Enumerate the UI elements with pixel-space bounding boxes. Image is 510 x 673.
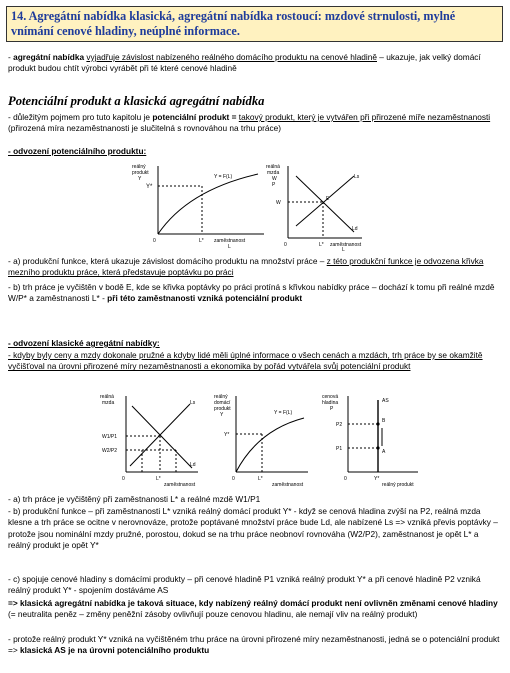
section2-pe (8, 634, 502, 657)
intro-underlined: vyjadřuje závislost nabízeného reálného domácího produktu na cenové hladině (86, 52, 377, 62)
s1p1-e: (přirozená míra nezaměstnanosti je slučitelná s rovnováhou na trhu práce) (8, 123, 282, 134)
gA-lstar: L* (156, 476, 161, 482)
s1p1-b: potenciální produkt (152, 112, 230, 122)
section2-pc: - c) spojuje cenové hladiny s domácími produkty – při cenové hladině P1 vzniká reálný produkt Y* a při cenové hladině P2 vzniká reálný produkt Y* - spojením dostáváme AS (8, 574, 481, 596)
gC-a: A (382, 449, 386, 455)
s2p1-text: - kdyby byly ceny a mzdy dokonale pružné a kdyby lidé měli úplné informace o všech cenách a mzdách, trh práce by se okamžitě vyčišťoval na úrovni přirozené míry nezaměstnanosti a ekonomika by pořád vytvářela svůj potenciální produkt (8, 350, 483, 372)
gB-lstar: L* (258, 476, 263, 482)
s1p1-d: takový produkt, který je vytvářen při přirozené míře nezaměstnanosti (238, 112, 491, 122)
gB-ystar: Y* (224, 432, 230, 438)
g1-lstar: L* (199, 238, 204, 244)
g2-ylabel4: P (272, 182, 276, 188)
labour-market-graph (266, 160, 366, 252)
gC-ystar: Y* (374, 476, 380, 482)
gC-xl: reálný produkt (382, 482, 414, 488)
s2pd-b: (= neutralita peněz – změny peněžní zásoby ovlivňují pouze cenovou hladinu, ale nemají vliv na reálný produkt) (8, 609, 418, 620)
gA-ls: Ls (190, 400, 196, 406)
gB-curve: Y = F(L) (274, 410, 293, 416)
s1pb-b: při této zaměstnanosti vzniká potenciální produkt (107, 293, 303, 304)
gA-origin: 0 (122, 476, 125, 482)
production-curve (158, 174, 258, 234)
g1-ystar: Y* (146, 184, 153, 190)
s1p1-a: - důležitým pojmem pro tuto kapitolu je (8, 112, 153, 122)
g1-ylabel2: produkt (132, 170, 149, 176)
section1-pb (8, 282, 502, 305)
g1-xlabel1: zaměstnanost (214, 238, 246, 244)
gB-xl: zaměstnanost (272, 482, 304, 488)
s2pd-a: => klasická agregátní nabídka je taková situace, kdy nabízený reálný domácí produkt není ovlivněn změnami cenové hladiny (8, 598, 498, 608)
s2pe-b: klasická AS je na úrovni potenciálního produktu (20, 645, 210, 656)
gB-y3: produkt (214, 406, 231, 412)
section2-pa: - a) trh práce je vyčištěný při zaměstnanosti L* a reálné mzdě W1/P1 (8, 494, 261, 504)
gC-p1: P1 (336, 446, 343, 452)
g2-e: E (326, 196, 330, 202)
s1pa-a: - a) produkční funkce, která ukazuje závislost domácího produktu na množství práce – (8, 256, 327, 266)
gA-w1: W1/P1 (102, 434, 118, 440)
gC-as: AS (382, 398, 389, 404)
intro-lead: - (8, 52, 14, 62)
gA-y1: reálná (100, 394, 114, 400)
gC-y2: hladina (322, 400, 339, 406)
gC-y1: cenová (322, 394, 339, 400)
g2-xlabel2: L (342, 247, 345, 252)
intro-paragraph (8, 52, 502, 75)
g2-xlabel1: zaměstnanost (330, 242, 362, 248)
intro-term: agregátní nabídka (13, 52, 85, 62)
g1-xlabel2: L (228, 244, 231, 250)
page-title: 14. Agregátní nabídka klasická, agregátní nabídka rostoucí: mzdové strnulosti, mylné vnímání cenové hladiny, neúplné informace. (6, 6, 503, 42)
section1-pa (8, 256, 502, 279)
g2-wp: W (276, 200, 281, 206)
gA-ld: Ld (190, 462, 196, 468)
g2-ylabel3: W (272, 176, 277, 182)
gB-y4: Y (220, 412, 224, 418)
g1-ylabel1: reálný (132, 164, 146, 170)
g2-ylabel2: mzda (267, 170, 280, 176)
s1pa-b: z této produkční funkce je odvozena křivka mezního produktu práce, která představuje poptávku po práci (8, 256, 484, 278)
gC-p2: P2 (336, 422, 343, 428)
section2-p1 (8, 350, 502, 373)
g1-curve-label: Y = F(L) (214, 174, 233, 180)
g2-ls: Ls (354, 174, 360, 180)
g2-lstar: L* (319, 242, 324, 248)
gA-xl: zaměstnanost (164, 482, 196, 488)
ls-curve (296, 176, 354, 226)
section2-pd (8, 598, 502, 621)
gB-y2: domácí (214, 400, 231, 406)
s2pe-a: - protože reálný produkt Y* vzniká na vyčištěném trhu práce na úrovni přirozené míry nezaměstnanosti, jedná se o potenciální produkt => (8, 634, 500, 656)
g2-origin: 0 (284, 242, 287, 248)
section1-subheading: - odvození potenciálního produktu: (8, 146, 147, 156)
g1-ylabel3: Y (138, 176, 142, 182)
production-function-graph (128, 160, 268, 252)
section1-p1 (8, 112, 502, 135)
gB-y1: reálný (214, 394, 228, 400)
classical-as-graph (322, 390, 422, 488)
gC-b: B (382, 418, 386, 424)
gB-origin: 0 (232, 476, 235, 482)
gC-origin: 0 (344, 476, 347, 482)
classical-production-graph (212, 390, 312, 488)
ld-curve (296, 176, 354, 232)
section2-pb: - b) produkční funkce – při zaměstnanosti L* vzniká reálný domácí produkt Y* - když se cenová hladina zvýší na P2, reálná mzda klesne a trh práce se ocitne v nerovnováze, protože poptávané množství práce bude Ld, ale nabízené Ls => vzniká převis poptávky – protože jsou nominální mzdy pružné, porostou, dokud se na trhu práce neobnoví rovnováha (W2/P2), zaměstnanost je opět L* a reálný produkt je opět Y* (8, 506, 498, 550)
gA-y2: mzda (102, 400, 115, 406)
g2-ylabel1: reálná (266, 164, 280, 170)
section2-subheading: - odvození klasické agregátní nabídky: (8, 338, 160, 348)
s1p1-c: = (229, 112, 239, 122)
gC-y3: P (330, 406, 334, 412)
s1pb-a: - b) trh práce je vyčištěn v bodě E, kde se křivka poptávky po práci protíná s křivkou nabídky práce – dochází k tomu při reálné mzdě W/P* a zaměstnanosti L* - (8, 282, 495, 304)
g1-origin: 0 (153, 238, 156, 244)
gA-w2: W2/P2 (102, 448, 118, 454)
intro-rest: – ukazuje, jak velký domácí produkt budou chtít výrobci vyrábět při té které cenové hladině (8, 52, 481, 74)
classical-labour-graph (98, 390, 204, 488)
g2-ld: Ld (352, 226, 358, 232)
section1-heading: Potenciální produkt a klasická agregátní nabídka (8, 94, 265, 108)
